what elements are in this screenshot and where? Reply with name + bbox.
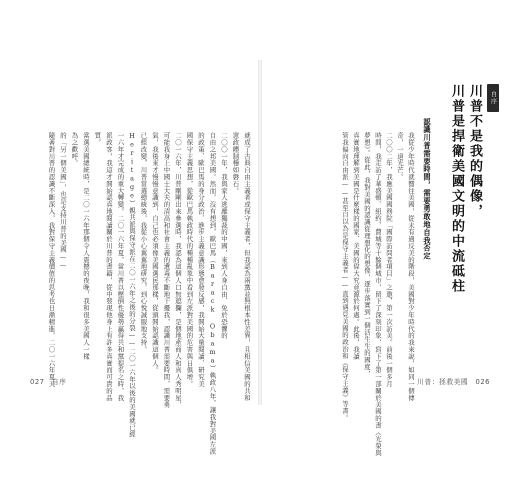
text-column: 夢想》。從此，我對美國的認識從理想化的想像，逐步落實到一個活生生的國度，: [363, 132, 371, 378]
title-line-2: 川普是捍衛美國文明的中流砥柱: [449, 84, 464, 294]
folio-left: 027 自序: [30, 378, 67, 386]
text-column: 已經改變，川普當選總統後，我從小心翼翼地研究，到心悅誠服地支持。: [139, 132, 148, 353]
text-column: 質。: [93, 132, 102, 146]
right-page: [262, 60, 504, 457]
text-column: 當選美國總統時，是二〇一六年那個令人震撼的夜晚，我和很多美國人一樣: [82, 132, 90, 360]
text-column: 可能我身上中國士大夫的清高和社會主義的遺毒不斷地干擾我，認識川普需要時間，需要勇: [162, 132, 171, 408]
title-line-1: 川普不是我的偶像，: [467, 84, 482, 219]
text-column: 自由之邦美國。然而，沒有想到，歐巴馬（Barack Obama）執政八年，讓我對美國左派: [208, 132, 217, 455]
book-spread: [16, 60, 504, 457]
text-column: 二〇一六年，川普剛剛出來參選時，我認為這個人口無遮攔，是個地產商人和真人秀明星，: [174, 132, 182, 408]
text-column: 國保守主義思想，從歐巴馬執政時代的種種亂象中看到左派對美國的危害與日俱增。: [185, 132, 194, 388]
text-column: 二〇〇二年，我應美國國務院「國際訪問者項目」之邀，第一次訪美。前後一個多月: [385, 132, 393, 388]
text-column: 就成了古典自由主義者或保守主義者，但我認為兩黨並無根本性差異，且相信美國的共和: [243, 132, 251, 402]
left-page: [16, 60, 258, 455]
subhead: 認識川普需要時間，需要勇敢地自我否定: [423, 118, 432, 261]
text-column: 氣，我後來才慢慢意識到，自己也必須像美國選民那樣，從頭開始認識這個人。: [151, 132, 159, 374]
text-column: 一六年才完成的重大轉變。二〇一六年夏，當川普以壓倒性優勢贏得共和黨提名之時，我: [116, 132, 125, 402]
text-column: 真實地理解到美國是什麼樣的國家、美國的偉大究竟源於何處。此後，我讀: [352, 132, 360, 360]
text-column: 二〇〇一年，我與家人逃離獨裁的中國，來到人身自由、免於恐懼的: [220, 132, 228, 339]
text-column: 為之歡呼。: [70, 132, 79, 167]
folio-right: 川普：拯救美國 026: [417, 378, 490, 386]
text-column: 的政策、歐巴馬的身分政治、進步主義意識形態愈發反感，我開始大量閱讀、研究美: [197, 132, 205, 388]
text-column: 派政客，我這才開始認真地閱讀關於川普的書籍，從中發現他身上有許多真實而可貴的品: [105, 132, 113, 402]
text-column: 奇，一道光芒。: [396, 132, 404, 181]
text-column: 管我偏向自由派——甚至自以為是保守主義者——直到遇見美國的政治和《保守主義》等書。: [341, 132, 349, 422]
text-column: Heritage）親共派與保守派在二〇一六年之後的分裂——二〇一六年以後的美國就已經: [128, 132, 136, 438]
text-column: 隨著對川普的認識不斷深入，我對保守主義價值的思考也日漸精進，二〇一六年夏天: [47, 132, 56, 388]
text-column: 時間，我走訪了華盛頓、紐約、費城等十餘個城市，留下了深刻印象，寫下了第一部關於美國的書《光榮與: [374, 132, 382, 457]
text-column: 我從少年時代就嚮往美國，從未有過反美的階段，美國對少年時代的我來說，如同一個傳: [407, 132, 415, 402]
preface-tag: 自序: [487, 84, 499, 112]
text-column: 憲政體制穩如磐石。: [231, 132, 240, 195]
text-column: 的「另一個美國」，也是支持川普的美國——: [59, 132, 67, 270]
